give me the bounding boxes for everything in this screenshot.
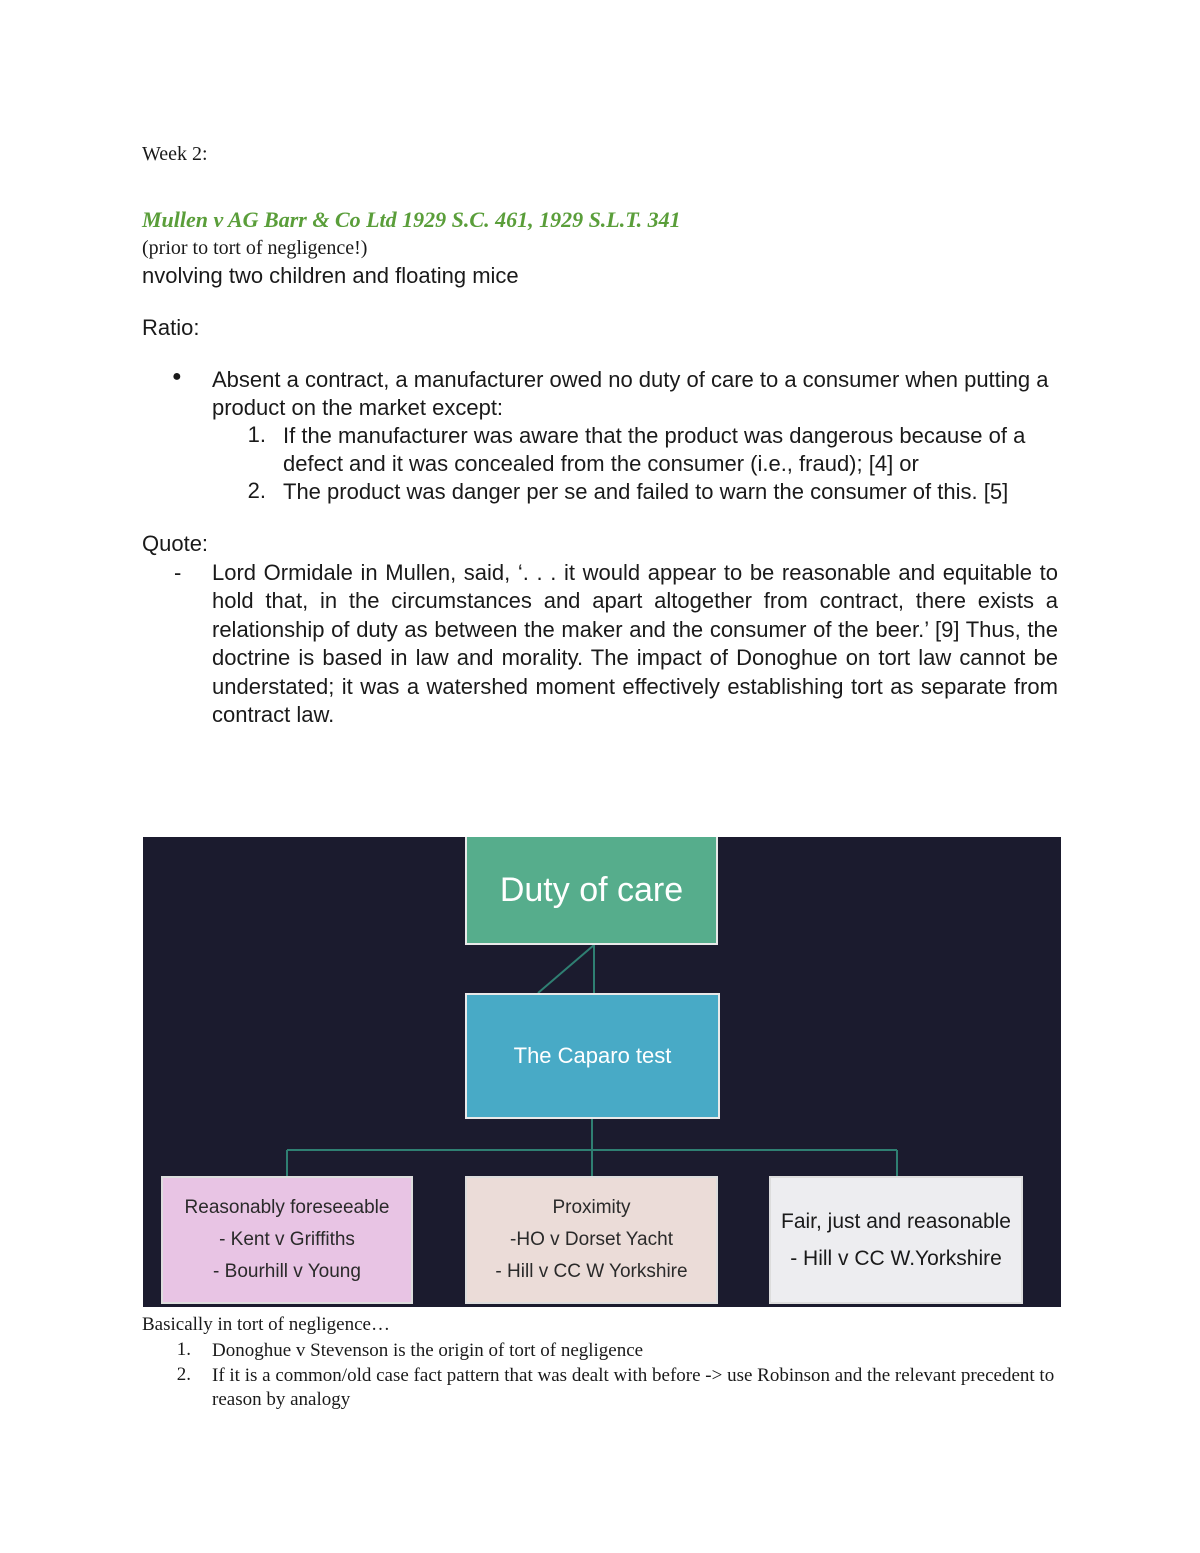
caparo-test-box [465, 993, 720, 1119]
fair-just-reasonable-box [769, 1176, 1023, 1304]
case-note: (prior to tort of negligence!) [142, 237, 368, 259]
connector-root-middle [538, 945, 594, 993]
summary-item-number: 2. [176, 1364, 191, 1385]
branch-case: - Kent v Griffiths [219, 1229, 355, 1250]
bullet-icon: ● [172, 368, 182, 385]
quote-text: Lord Ormidale in Mullen, said, ‘. . . it would appear to be reasonable and equitable to hold that, in the circumstances and apart altogether from contract, there exists a relationship of duty as between the maker and the consumer of the beer.’ [9] Thus, the doctrine is based in law and morality. The impact of Donoghue on tort law cannot be understated; it was a watershed moment effectively establishing tort as separate from contract law. [212, 560, 1058, 728]
ratio-item-text: If the manufacturer was aware that the product was dangerous because of a defect and it was concealed from the consumer (i.e., fraud); [4] or [283, 423, 1026, 476]
summary-intro: Basically in tort of negligence… [142, 1314, 390, 1335]
ratio-bullet-text: Absent a contract, a manufacturer owed no duty of care to a consumer when putting a product on the market except: [212, 367, 1049, 420]
branch-title: Reasonably foreseeable [184, 1197, 390, 1218]
quote-label: Quote: [142, 531, 209, 556]
branch-case: - Hill v CC W Yorkshire [495, 1261, 688, 1282]
ratio-item-number: 1. [247, 422, 266, 447]
ratio-label: Ratio: [142, 315, 200, 340]
duty-of-care-label: Duty of care [499, 870, 684, 909]
ratio-item-number: 2. [247, 478, 266, 503]
branch-title: Fair, just and reasonable [781, 1210, 1011, 1233]
branch-case: -HO v Dorset Yacht [510, 1229, 673, 1250]
duty-of-care-diagram [143, 837, 1061, 1307]
dash-bullet: - [174, 560, 182, 585]
case-title: Mullen v AG Barr & Co Ltd 1929 S.C. 461, 1929 S.L.T. 341 [142, 207, 681, 232]
proximity-box [465, 1176, 718, 1304]
summary-item-text: If it is a common/old case fact pattern that was dealt with before -> use Robinson and the relevant precedent to reason by analogy [212, 1365, 1055, 1410]
branch-case: - Bourhill v Young [213, 1261, 361, 1282]
ratio-item-text: The product was danger per se and failed to warn the consumer of this. [5] [283, 479, 1009, 504]
branch-case: - Hill v CC W.Yorkshire [790, 1247, 1002, 1270]
week-heading: Week 2: [142, 143, 208, 165]
reasonably-foreseeable-box [161, 1176, 413, 1304]
caparo-test-label: The Caparo test [513, 1043, 672, 1068]
summary-item-number: 1. [176, 1339, 191, 1360]
branch-title: Proximity [552, 1197, 631, 1218]
duty-of-care-box [465, 837, 718, 945]
case-summary: nvolving two children and floating mice [142, 263, 519, 288]
summary-item-text: Donoghue v Stevenson is the origin of tort of negligence [212, 1340, 644, 1361]
